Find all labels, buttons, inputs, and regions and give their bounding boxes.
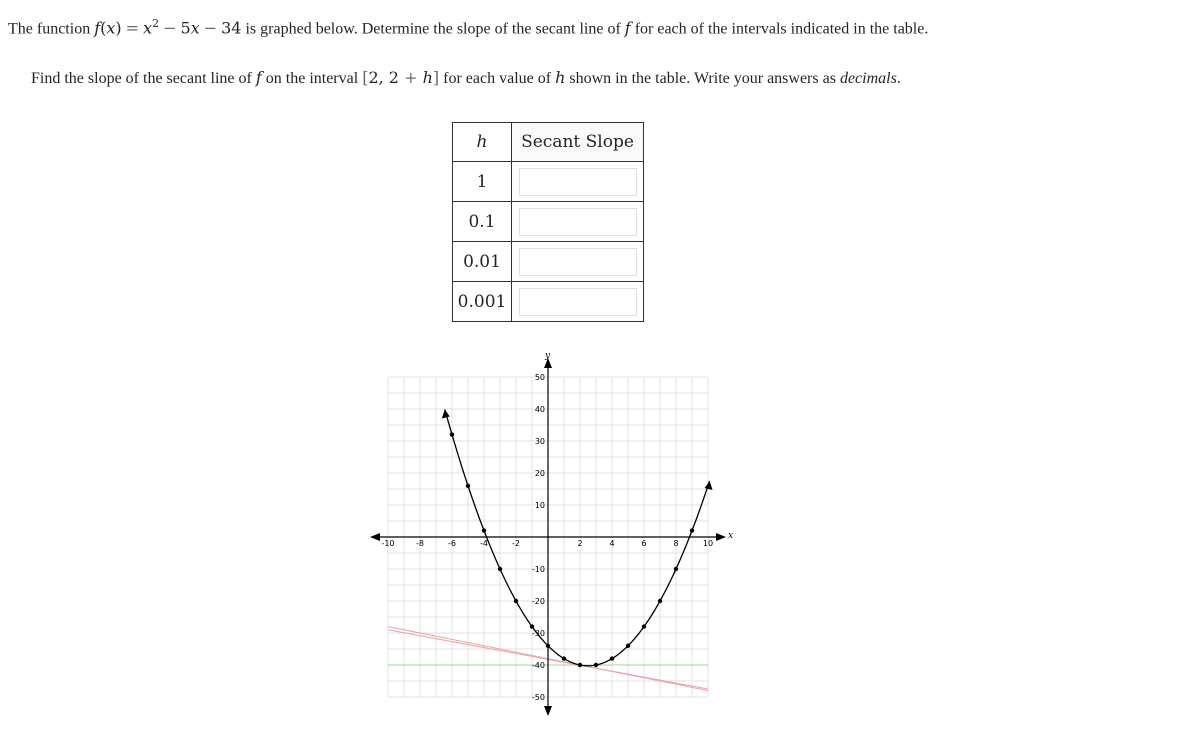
table-header-row: [453, 123, 644, 162]
x-tick-label: 4: [609, 539, 615, 548]
instr-emphasis: decimals: [839, 70, 897, 87]
instr-mid2: for each value of: [443, 70, 552, 87]
intro-end: is graphed below. Determine the slope of the secant line of: [245, 20, 621, 38]
problem-statement: The function $f(x) = x^2 - 5x - 34$ is graphed below. Determine the slope of the secant line of f for each of the intervals indicated in the table.: [8, 17, 929, 38]
math-h: h: [555, 68, 566, 87]
y-axis-arrow-down: [544, 706, 552, 716]
y-tick-label: 30: [534, 437, 545, 446]
curve-point: [530, 624, 534, 628]
secant-table: [452, 122, 644, 322]
table-row: [453, 282, 644, 322]
x-tick-label: 6: [641, 539, 647, 548]
slope-answer-input[interactable]: [519, 208, 637, 236]
curve-point: [562, 656, 566, 660]
y-tick-label: 40: [534, 405, 545, 414]
intro-tail: for each of the intervals indicated in the table.: [634, 20, 929, 38]
math-f: f: [94, 18, 101, 38]
h-value: 0.01: [453, 242, 512, 282]
math-x: x: [106, 18, 116, 38]
table-row: [453, 202, 644, 242]
y-tick-label: -30: [531, 629, 545, 638]
y-axis-label: y: [545, 351, 551, 361]
curve-point: [514, 599, 518, 603]
x-tick-label: -6: [448, 539, 456, 548]
curve-point: [466, 484, 470, 488]
interval-h: h: [422, 68, 433, 87]
y-tick-label: -50: [531, 693, 545, 702]
slope-answer-input[interactable]: [519, 288, 637, 316]
instructions: Find the slope of the secant line of f on the interval [2, 2 + h] for each value of h shown in the table. Write your answers as decimals.: [31, 68, 901, 87]
x-tick-label: -2: [512, 539, 520, 548]
instr-mid: on the interval: [265, 70, 359, 87]
interval-b: 2: [388, 68, 399, 87]
math-const: 34: [221, 18, 242, 38]
x-tick-label: 2: [577, 539, 583, 548]
curve-point: [482, 528, 486, 532]
interval-a: 2: [368, 68, 379, 87]
curve-point: [642, 624, 646, 628]
header-secant-slope: Secant Slope: [512, 123, 644, 162]
curve-point: [450, 432, 454, 436]
y-tick-label: -20: [531, 597, 545, 606]
curve-point: [594, 663, 598, 667]
math-exp: 2: [152, 17, 160, 30]
curve-point: [546, 644, 550, 648]
y-tick-label: -10: [531, 565, 545, 574]
instr-end: shown in the table. Write your answers as: [569, 70, 836, 87]
math-coef-b: 5: [180, 18, 191, 38]
slope-answer-input[interactable]: [519, 248, 637, 276]
curve-point: [578, 663, 582, 667]
math-x2: x: [143, 18, 153, 38]
instr-start: Find the slope of the secant line of: [31, 70, 252, 87]
x-tick-label: -8: [416, 539, 424, 548]
h-value: 1: [453, 162, 512, 202]
math-f3: f: [255, 68, 262, 87]
curve-point: [626, 644, 630, 648]
intro-text: The function: [8, 20, 91, 38]
y-tick-label: -40: [531, 661, 545, 670]
h-value: 0.001: [453, 282, 512, 322]
x-axis-arrow-left: [370, 533, 380, 541]
math-f2: f: [624, 18, 631, 38]
y-tick-label: 10: [534, 501, 545, 510]
x-tick-label: -10: [381, 539, 395, 548]
curve-point: [674, 567, 678, 571]
function-graph: [368, 350, 738, 720]
y-tick-label: 50: [534, 373, 545, 382]
parabola-curve: [445, 409, 710, 665]
x-tick-label: 10: [702, 539, 714, 548]
curve-point: [690, 528, 694, 532]
slope-answer-input[interactable]: [519, 168, 637, 196]
curve-point: [498, 567, 502, 571]
curve-point: [658, 599, 662, 603]
x-axis-label: x: [728, 531, 734, 541]
table-row: [453, 242, 644, 282]
header-h: h: [453, 123, 512, 162]
table-row: [453, 162, 644, 202]
x-axis-arrow-right: [716, 533, 726, 541]
x-tick-label: 8: [673, 539, 679, 548]
h-value: 0.1: [453, 202, 512, 242]
x-tick-label: -4: [480, 539, 488, 548]
y-tick-label: 20: [534, 469, 545, 478]
curve-point: [610, 656, 614, 660]
